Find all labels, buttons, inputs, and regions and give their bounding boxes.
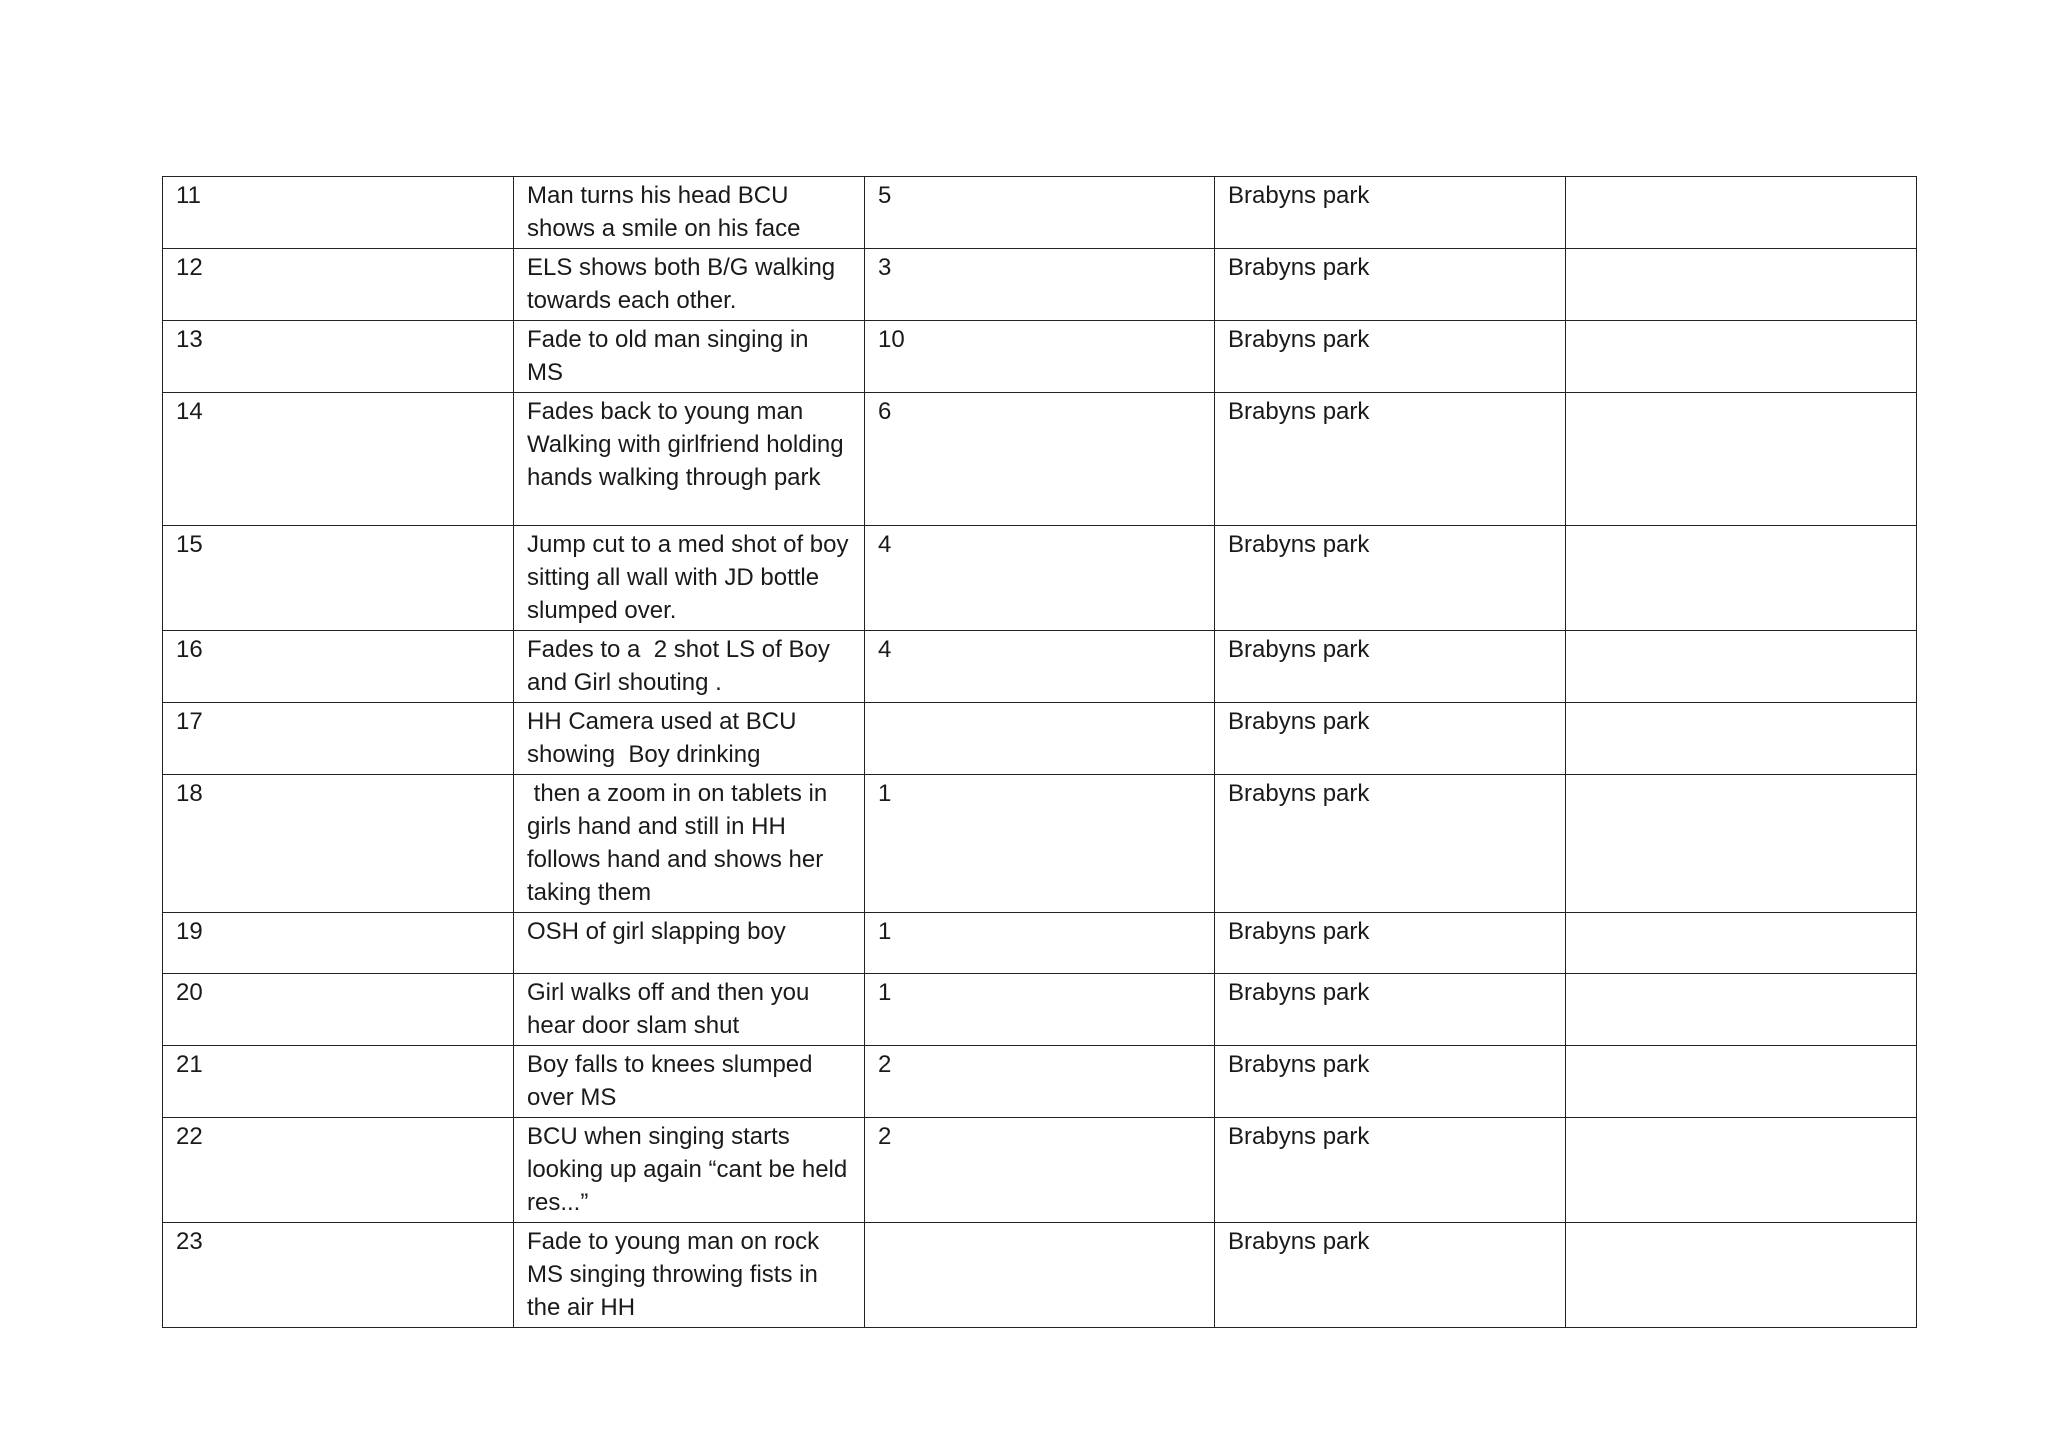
location-cell: Brabyns park [1215,1118,1566,1223]
shot-number-cell: 15 [163,526,514,631]
description-cell: Boy falls to knees slumped over MS [514,1046,865,1118]
description-cell: Fades to a 2 shot LS of Boy and Girl shouting . [514,631,865,703]
duration-cell: 2 [865,1046,1215,1118]
shot-number-cell: 23 [163,1223,514,1328]
location-cell: Brabyns park [1215,526,1566,631]
table-row [163,177,1917,249]
location-cell: Brabyns park [1215,913,1566,974]
shot-number-cell: 16 [163,631,514,703]
shot-number-cell: 17 [163,703,514,775]
shot-number-cell: 21 [163,1046,514,1118]
notes-cell [1566,1223,1917,1328]
location-cell: Brabyns park [1215,249,1566,321]
description-cell: Fade to old man singing in MS [514,321,865,393]
notes-cell [1566,393,1917,526]
shot-number-cell: 22 [163,1118,514,1223]
shot-number-cell: 14 [163,393,514,526]
table-row [163,526,1917,631]
table-row [163,913,1917,974]
description-cell: Jump cut to a med shot of boy sitting all wall with JD bottle slumped over. [514,526,865,631]
description-cell: BCU when singing starts looking up again “cant be held res...” [514,1118,865,1223]
description-cell: OSH of girl slapping boy [514,913,865,974]
notes-cell [1566,703,1917,775]
description-cell: then a zoom in on tablets in girls hand and still in HH follows hand and shows her taking them [514,775,865,913]
duration-cell [865,703,1215,775]
table-row [163,1118,1917,1223]
duration-cell: 10 [865,321,1215,393]
table-row [163,775,1917,913]
location-cell: Brabyns park [1215,177,1566,249]
location-cell: Brabyns park [1215,1046,1566,1118]
notes-cell [1566,1046,1917,1118]
notes-cell [1566,177,1917,249]
notes-cell [1566,775,1917,913]
description-cell: Girl walks off and then you hear door slam shut [514,974,865,1046]
description-cell: Man turns his head BCU shows a smile on his face [514,177,865,249]
shot-number-cell: 19 [163,913,514,974]
duration-cell: 5 [865,177,1215,249]
notes-cell [1566,974,1917,1046]
duration-cell: 4 [865,631,1215,703]
shot-number-cell: 11 [163,177,514,249]
description-cell: HH Camera used at BCU showing Boy drinking [514,703,865,775]
notes-cell [1566,1118,1917,1223]
duration-cell [865,1223,1215,1328]
shot-number-cell: 13 [163,321,514,393]
table-row [163,974,1917,1046]
duration-cell: 1 [865,913,1215,974]
location-cell: Brabyns park [1215,1223,1566,1328]
table-row [163,249,1917,321]
duration-cell: 1 [865,775,1215,913]
table-row [163,321,1917,393]
duration-cell: 6 [865,393,1215,526]
table-row [163,631,1917,703]
shot-number-cell: 20 [163,974,514,1046]
shot-number-cell: 18 [163,775,514,913]
shot-number-cell: 12 [163,249,514,321]
duration-cell: 4 [865,526,1215,631]
description-cell: ELS shows both B/G walking towards each other. [514,249,865,321]
table-row [163,393,1917,526]
location-cell: Brabyns park [1215,631,1566,703]
notes-cell [1566,249,1917,321]
shot-list-table [162,176,1917,1328]
description-cell: Fade to young man on rock MS singing throwing fists in the air HH [514,1223,865,1328]
duration-cell: 1 [865,974,1215,1046]
location-cell: Brabyns park [1215,321,1566,393]
notes-cell [1566,913,1917,974]
table-row [163,1046,1917,1118]
notes-cell [1566,321,1917,393]
table-row [163,703,1917,775]
duration-cell: 2 [865,1118,1215,1223]
location-cell: Brabyns park [1215,393,1566,526]
duration-cell: 3 [865,249,1215,321]
location-cell: Brabyns park [1215,775,1566,913]
table-row [163,1223,1917,1328]
location-cell: Brabyns park [1215,974,1566,1046]
notes-cell [1566,526,1917,631]
notes-cell [1566,631,1917,703]
description-cell: Fades back to young man Walking with girlfriend holding hands walking through park [514,393,865,526]
location-cell: Brabyns park [1215,703,1566,775]
